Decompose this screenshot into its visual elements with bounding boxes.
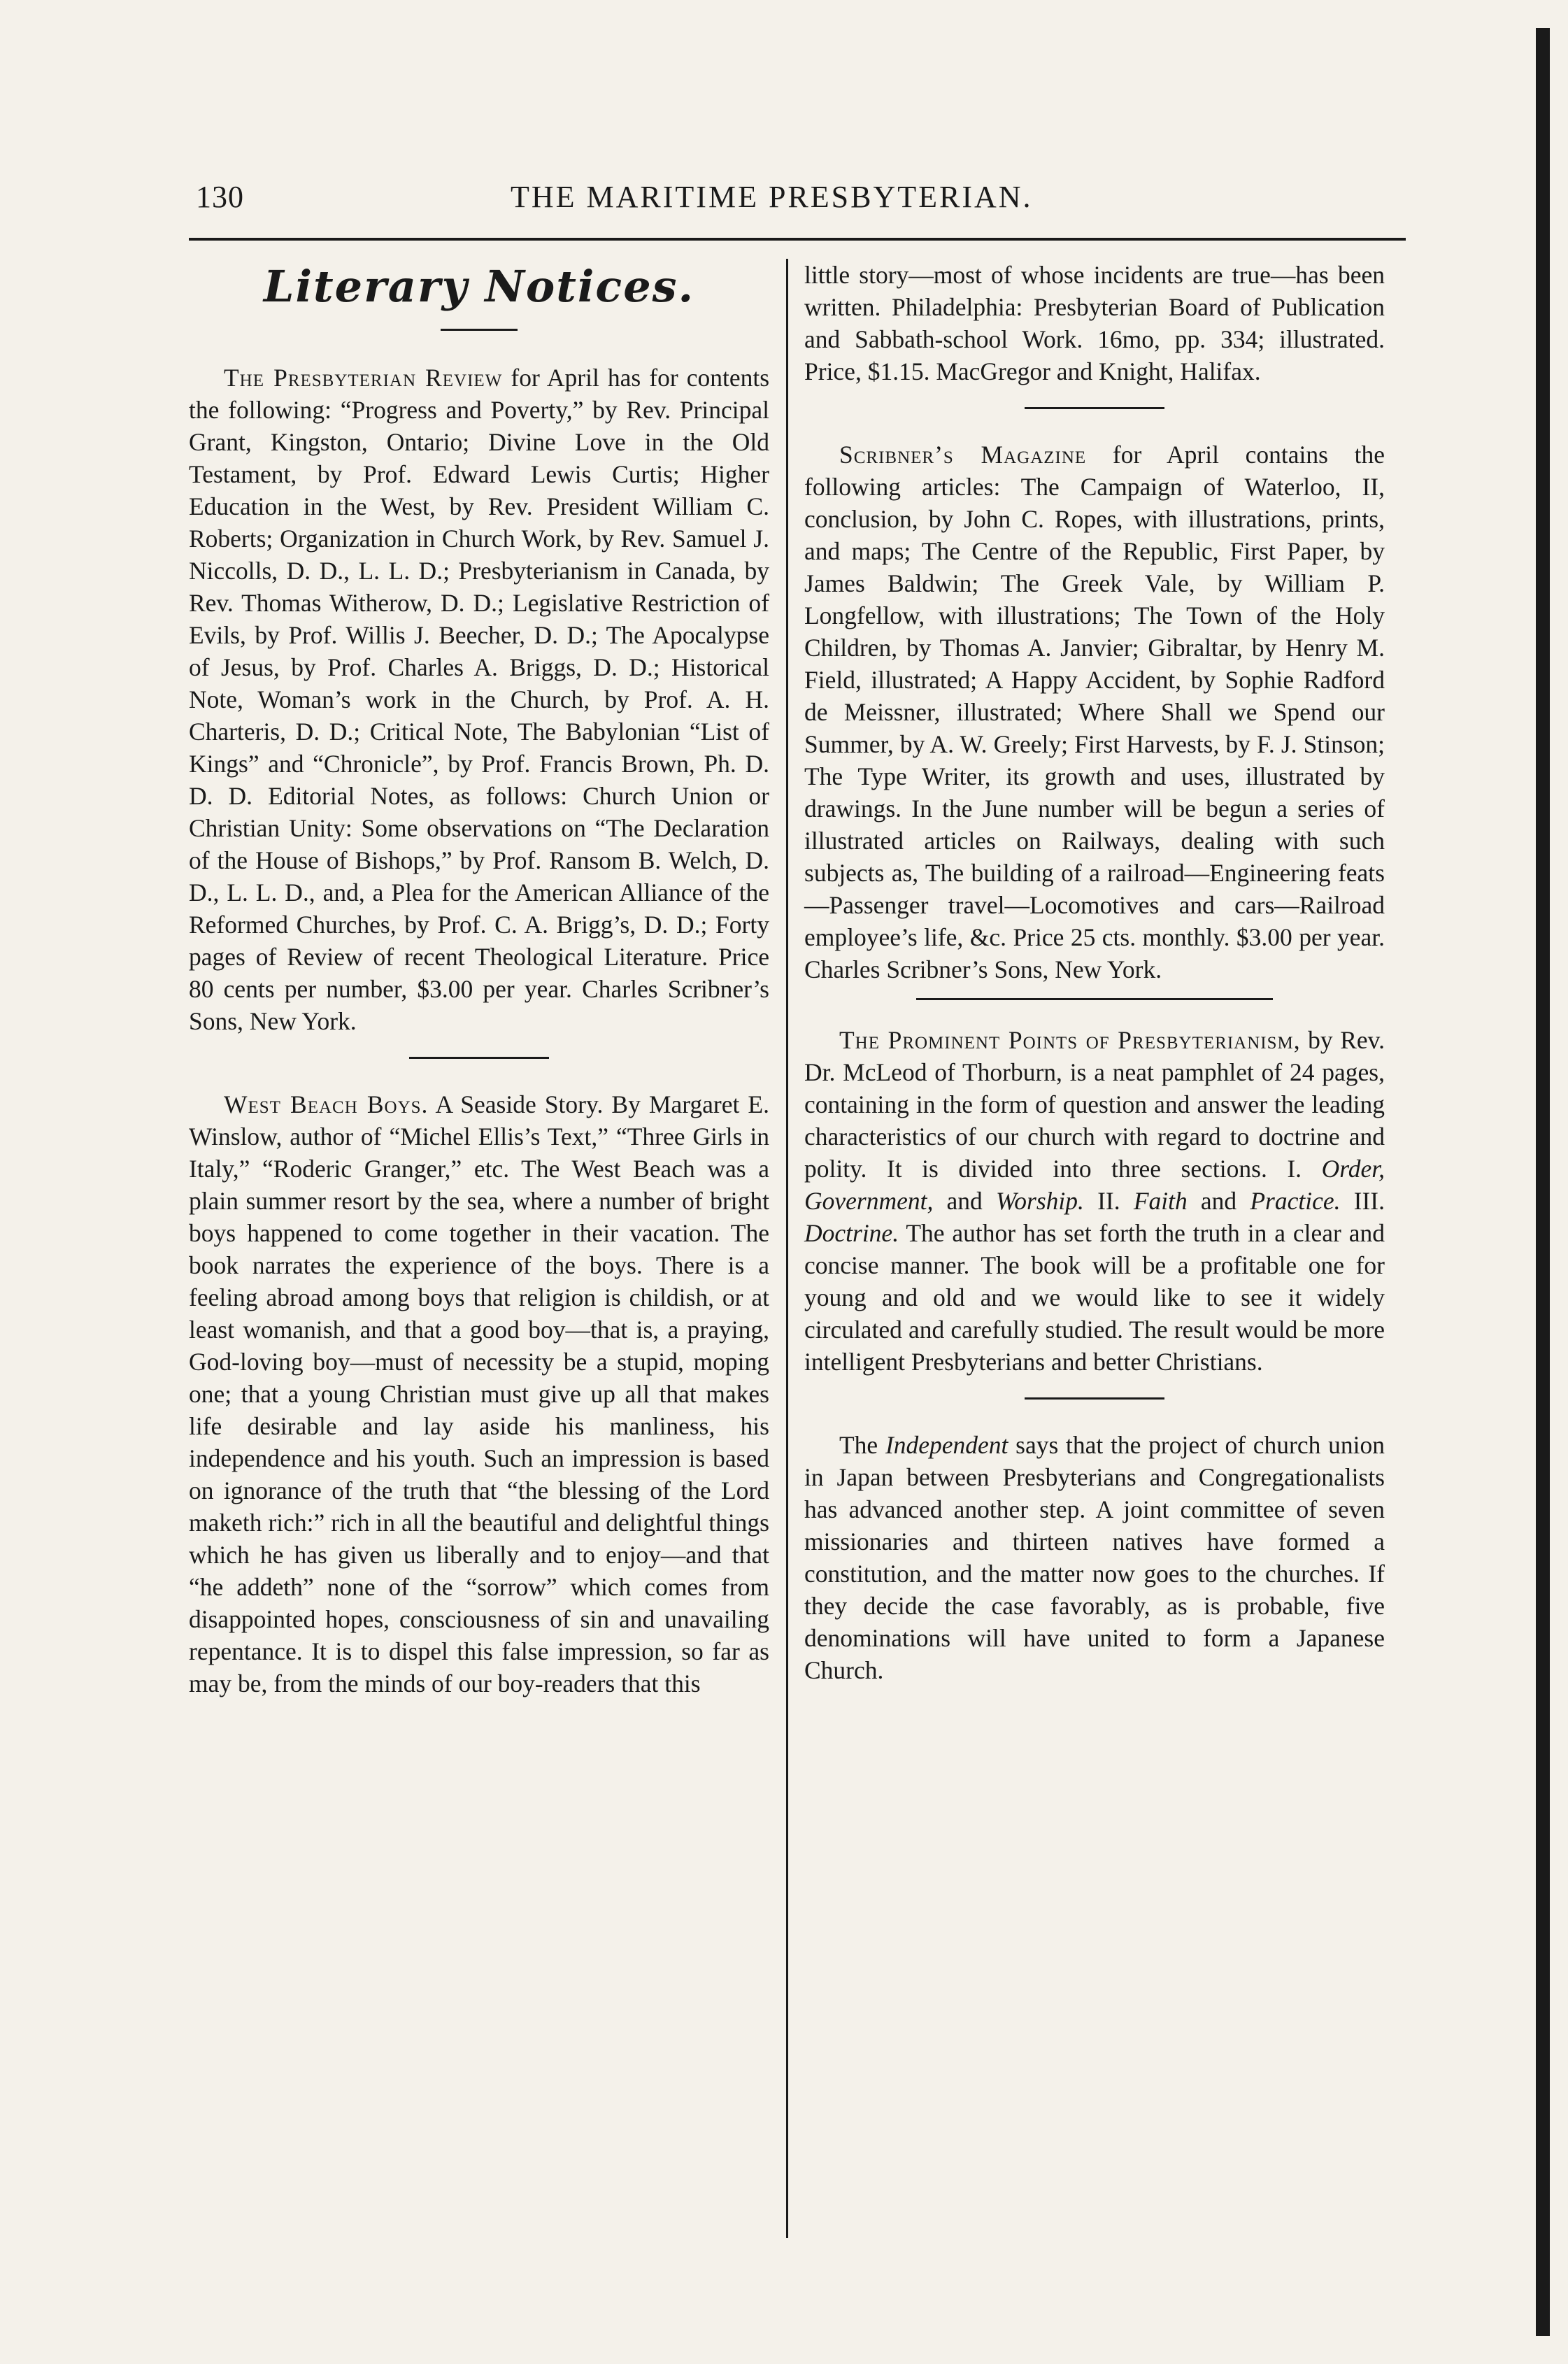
separator-rule xyxy=(1025,407,1164,409)
notice-lead: Scribner’s Magazine xyxy=(839,441,1087,469)
right-column xyxy=(804,259,1385,1686)
italic-term: Doctrine. xyxy=(804,1219,899,1247)
notice-west-beach-boys xyxy=(189,1088,769,1700)
italic-term: Worship. xyxy=(995,1187,1084,1215)
notice-body: and xyxy=(933,1187,996,1215)
page-edge-shadow xyxy=(1536,28,1550,2336)
column-rule xyxy=(786,259,788,2238)
notice-independent xyxy=(804,1429,1385,1686)
separator-rule xyxy=(409,1057,549,1059)
separator-rule xyxy=(916,998,1273,1000)
notice-body: A Seaside Story. By Margaret E. Winslow, author of “Michel Ellis’s Text,” “Three Girls in Italy,” “Roderic Granger,” etc. The West Beach was a plain summer resort by the sea, where a number of bright boys happened to come together in their vacation. The book narrates the experience of the boys. There is a feeling abroad among boys that religion is childish, or at least womanish, and that a good boy—that is, a praying, God-loving boy—must of necessity be a stupid, moping one; that a young Christian must give up all that makes life desirable and lay aside his manliness, his independence and his youth. Such an impression is based on ignorance of the truth that “the blessing of the Lord maketh rich:” rich in all the beautiful and delightful things which he has given us liberally and to enjoy—and that “he addeth” none of the “sorrow” which comes from disappointed hopes, consciousness of sin and unavailing repentance. It is to dispel this false impression, so far as may be, from the minds of our boy-readers that this xyxy=(189,1090,769,1697)
heading-rule xyxy=(441,329,518,331)
notice-body: by Rev. Dr. McLeod of Thorburn, is a neat pamphlet of 24 pages, containing in the form of question and answer the leading characteristics of our church with regard to doctrine and polity. It is divided into three sections. I. xyxy=(804,1026,1385,1183)
running-title: THE MARITIME PRESBYTERIAN. xyxy=(511,180,1033,214)
section-heading: Literary Notices. xyxy=(263,261,695,312)
notice-west-beach-boys-continued: little story—most of whose incidents are true—has been written. Philadelphia: Presbyterian Board of Publication and Sabbath-school Work. 16mo, pp. 334; illustrated. Price, $1.15. MacGregor and Knight, Halifax. xyxy=(804,261,1385,385)
notice-prominent-points xyxy=(804,1024,1385,1378)
notice-lead: The Prominent Points of Presbyterianism, xyxy=(839,1026,1301,1054)
notice-lead: West Beach Boys. xyxy=(224,1090,429,1118)
notice-body: III. xyxy=(1340,1187,1385,1215)
notice-body: II. xyxy=(1083,1187,1134,1215)
notice-body: for April contains the following articles: The Campaign of Waterloo, II, conclusion, by John C. Ropes, with illustrations, prints, and maps; The Centre of the Republic, First Paper, by James Baldwin; The Greek Vale, by William P. Longfellow, with illustrations; The Town of the Holy Children, by Thomas A. Janvier; Gibraltar, by Henry M. Field, illustrated; A Happy Accident, by Sophie Radford de Meissner, illustrated; Where Shall we Spend our Summer, by A. W. Greely; First Harvests, by F. J. Stinson; The Type Writer, its growth and uses, illustrated by drawings. In the June number will be begun a series of illustrated articles on Railways, dealing with such subjects as, The building of a railroad—Engineering feats—Passenger travel—Locomotives and cars—Railroad employee’s life, &c. Price 25 cts. monthly. $3.00 per year. Charles Scribner’s Sons, New York. xyxy=(804,441,1385,983)
notice-body: and xyxy=(1187,1187,1250,1215)
left-column xyxy=(189,259,769,1700)
italic-term: Practice. xyxy=(1250,1187,1341,1215)
page-header xyxy=(189,173,1406,229)
italic-term: Order, Government, xyxy=(804,1155,1385,1215)
notice-body: The xyxy=(839,1431,885,1459)
notice-presbyterian-review xyxy=(189,362,769,1037)
italic-term: Independent xyxy=(885,1431,1008,1459)
page-number: 130 xyxy=(196,180,244,214)
notice-scribners-magazine xyxy=(804,439,1385,985)
italic-term: Faith xyxy=(1133,1187,1188,1215)
separator-rule xyxy=(1025,1397,1164,1400)
notice-body: The author has set forth the truth in a clear and concise manner. The book will be a profitable one for young and old and we would like to see it widely circulated and carefully studied. The result would be more intelligent Presbyterians and better Christians. xyxy=(804,1219,1385,1376)
notice-body: for April has for contents the following: “Progress and Poverty,” by Rev. Principal Grant, Kingston, Ontario; Divine Love in the Old Testament, by Prof. Edward Lewis Curtis; Higher Education in the West, by Rev. President William C. Roberts; Organization in Church Work, by Rev. Samuel J. Niccolls, D. D., L. L. D.; Presbyterianism in Canada, by Rev. Thomas Witherow, D. D.; Legislative Restriction of Evils, by Prof. Willis J. Beecher, D. D.; The Apocalypse of Jesus, by Prof. Charles A. Briggs, D. D.; Historical Note, Woman’s work in the Church, by Prof. A. H. Charteris, D. D.; Critical Note, The Babylonian “List of Kings” and “Chronicle”, by Prof. Francis Brown, Ph. D. D. D. Editorial Notes, as follows: Church Union or Christian Unity: Some observations on “The Declaration of the House of Bishops,” by Prof. Ransom B. Welch, D. D., L. L. D., and, a Plea for the American Alliance of the Reformed Churches, by Prof. C. A. Brigg’s, D. D.; Forty pages of Review of recent Theological Literature. Price 80 cents per number, $3.00 per year. Charles Scribner’s Sons, New York. xyxy=(189,364,770,1035)
notice-lead: The Presbyterian Review xyxy=(224,364,503,392)
notice-body: says that the project of church union in Japan between Presbyterians and Congregationalists has advanced another step. A joint committee of seven missionaries and thirteen natives have formed a constitution, and the matter now goes to the churches. If they decide the case favorably, as is probable, five denominations will have united to form a Japanese Church. xyxy=(804,1431,1385,1684)
header-rule xyxy=(189,238,1406,241)
